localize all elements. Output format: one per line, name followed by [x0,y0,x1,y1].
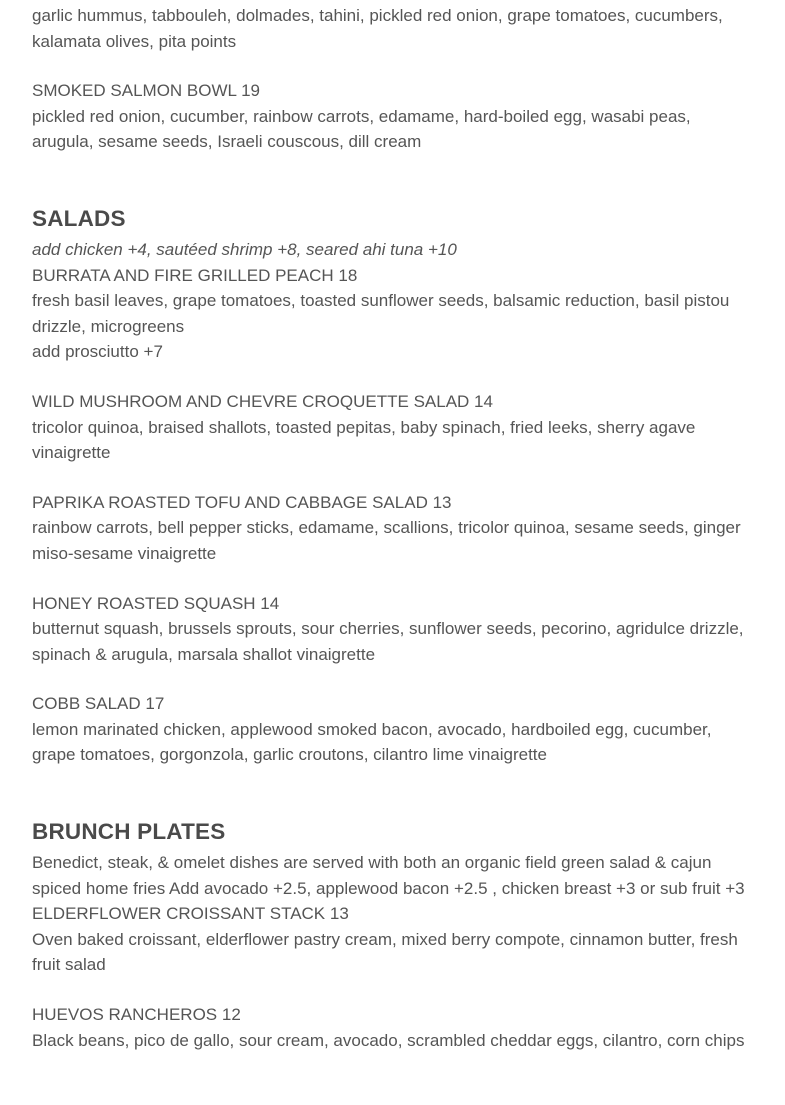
menu-item-description: butternut squash, brussels sprouts, sour cherries, sunflower seeds, pecorino, agridulce drizzle, spinach & arugula, marsala shallot vinaigrette [32,619,744,664]
menu-item-description: rainbow carrots, bell pepper sticks, edamame, scallions, tricolor quinoa, sesame seeds, ginger miso-sesame vinaigrette [32,518,741,563]
menu-item-description: Oven baked croissant, elderflower pastry cream, mixed berry compote, cinnamon butter, fresh fruit salad [32,929,738,975]
menu-item-description: fresh basil leaves, grape tomatoes, toasted sunflower seeds, balsamic reduction, basil pistou drizzle, microgreens [32,291,730,336]
section-heading-salads: SALADS [32,205,126,231]
menu-item-title: COBB SALAD 17 [32,694,165,714]
menu-item-description: Black beans, pico de gallo, sour cream, avocado, scrambled cheddar eggs, cilantro, corn chips [32,1030,745,1050]
menu-item-description: tricolor quinoa, braised shallots, toasted pepitas, baby spinach, fried leeks, sherry agave vinaigrette [32,417,696,463]
menu-item-title: WILD MUSHROOM AND CHEVRE CROQUETTE SALAD 14 [32,391,493,411]
menu-item-title: HONEY ROASTED SQUASH 14 [32,593,280,613]
menu-item-description: pickled red onion, cucumber, rainbow carrots, edamame, hard-boiled egg, wasabi peas, arugula, sesame seeds, Israeli couscous, dill cream [32,106,691,152]
menu-item-description: garlic hummus, tabbouleh, dolmades, tahini, pickled red onion, grape tomatoes, cucumbers, kalamata olives, pita points [32,6,723,51]
menu-item-title: PAPRIKA ROASTED TOFU AND CABBAGE SALAD 13 [32,492,452,512]
menu-item-title: ELDERFLOWER CROISSANT STACK 13 [32,904,349,924]
menu-item-addon: add prosciutto +7 [32,342,163,362]
menu-item-description: lemon marinated chicken, applewood smoked bacon, avocado, hardboiled egg, cucumber, grape tomatoes, gorgonzola, garlic croutons, cilantro lime vinaigrette [32,719,712,765]
section-heading-brunch: BRUNCH PLATES [32,819,226,845]
menu-page [32,3,756,1053]
section-note-salads: add chicken +4, sautéed shrimp +8, seared ahi tuna +10 [32,239,457,259]
menu-item-title: BURRATA AND FIRE GRILLED PEACH 18 [32,265,358,285]
menu-item-title: SMOKED SALMON BOWL 19 [32,81,260,101]
section-note-brunch: Benedict, steak, & omelet dishes are served with both an organic field green salad & cajun spiced home fries Add avocado +2.5, applewood bacon +2.5 , chicken breast +3 or sub fruit +3 [32,853,745,898]
menu-item-title: HUEVOS RANCHEROS 12 [32,1005,241,1025]
